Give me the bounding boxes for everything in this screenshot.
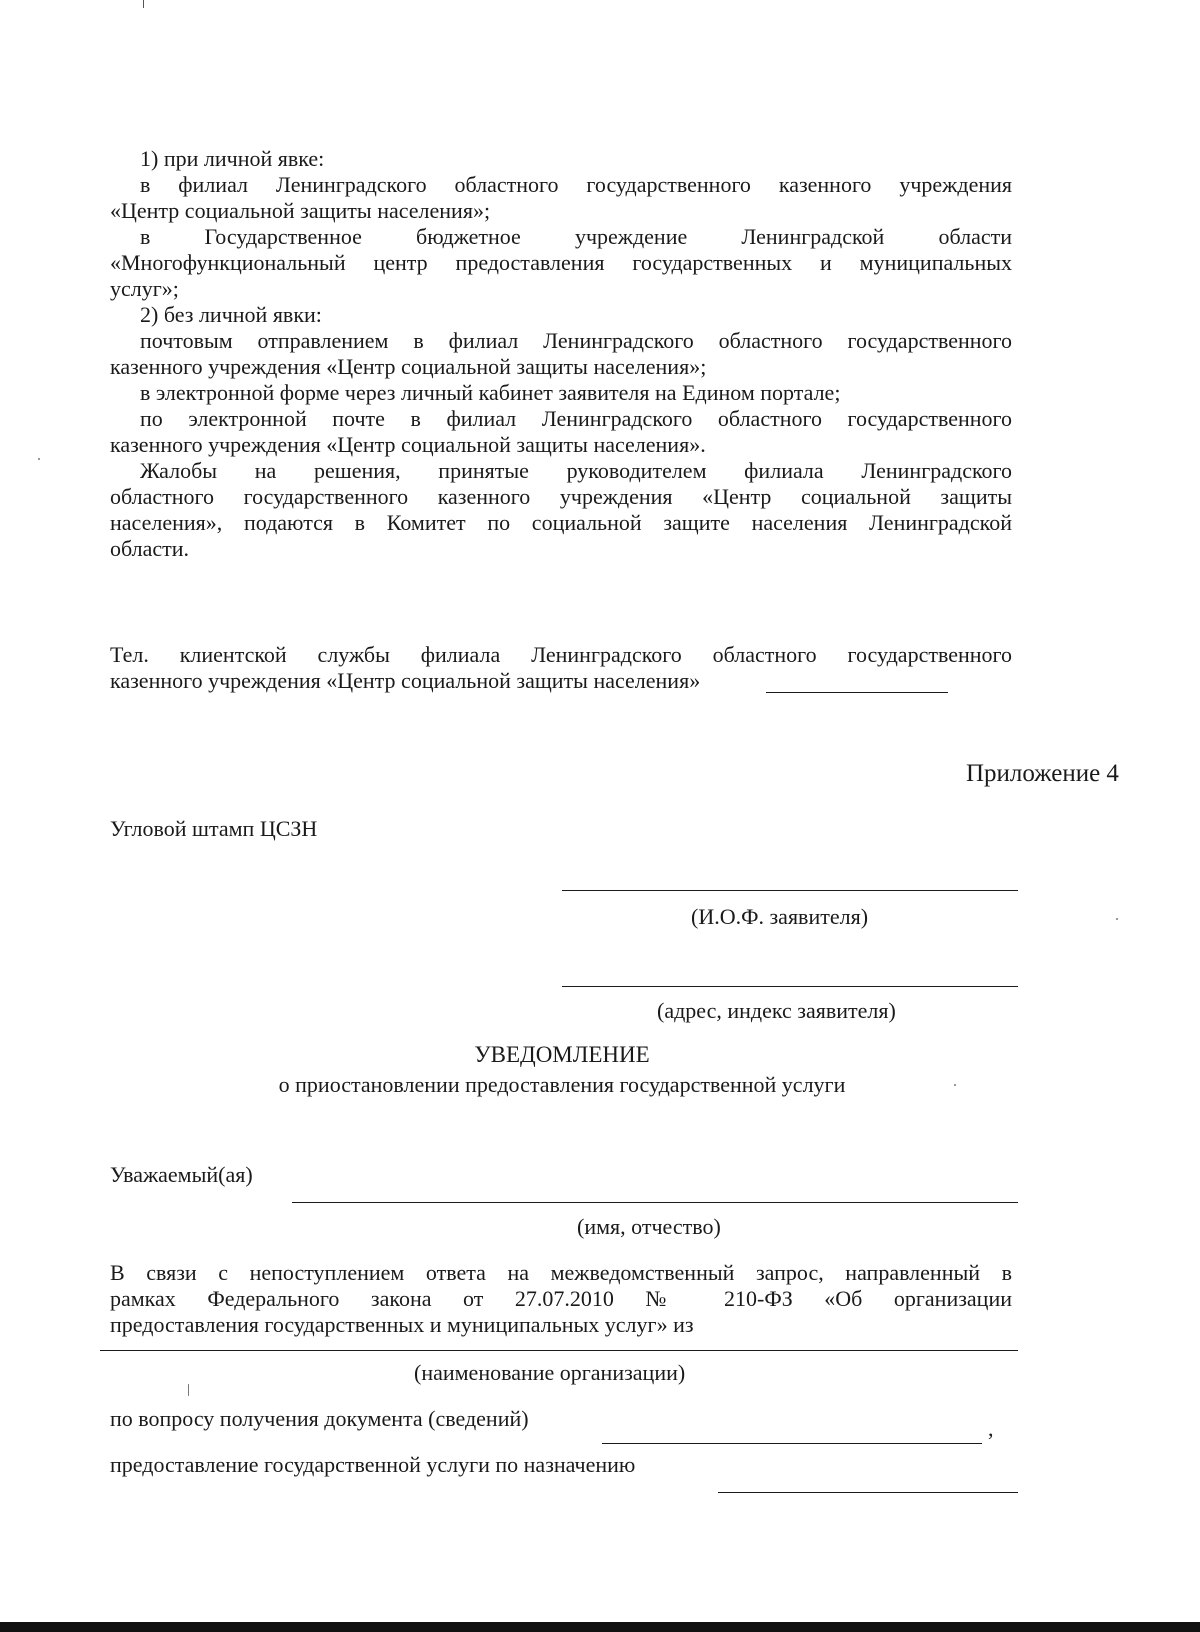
organization-field-line [100,1350,1018,1351]
service-provision-label: предоставление государственной услуги по назначению [110,1452,636,1477]
submission-methods-block [110,146,1012,562]
item1-header: 1) при личной явке: [140,146,325,171]
body-line3: предоставления государственных и муниципальных услуг» из [110,1312,694,1337]
applicant-address-caption: (адрес, индекс заявителя) [657,998,896,1023]
scan-speck [1116,918,1118,920]
body-line2: рамках Федерального закона от 27.07.2010 № 210-ФЗ «Об организации [110,1286,1012,1311]
item2-a-line2: казенного учреждения «Центр социальной защиты населения»; [110,354,707,379]
item2-b: в электронной форме через личный кабинет заявителя на Едином портале; [140,380,841,405]
organization-caption: (наименование организации) [414,1360,686,1385]
complaint-line3: населения», подаются в Комитет по социальной защите населения Ленинградской [110,510,1012,535]
document-question-field-line [602,1443,982,1444]
item1-b-line2: «Многофункциональный центр предоставления государственных и муниципальных [110,250,1012,275]
item1-b-line1: в Государственное бюджетное учреждение Ленинградской области [140,224,1012,249]
complaint-line2: областного государственного казенного учреждения «Центр социальной защиты [110,484,1012,509]
item2-header: 2) без личной явки: [140,302,322,327]
complaint-line1: Жалобы на решения, принятые руководителем филиала Ленинградского [140,458,1012,483]
notice-subtitle: о приостановлении предоставления государственной услуги [278,1072,846,1097]
salutation-label: Уважаемый(ая) [110,1162,253,1187]
scan-speck [38,458,40,460]
scan-artifact-tick [143,0,144,8]
comma-mark: , [988,1416,994,1441]
applicant-name-caption: (И.О.Ф. заявителя) [691,904,869,929]
item1-a-line2: «Центр социальной защиты населения»; [110,198,491,223]
name-field-line [292,1202,1018,1203]
scan-bottom-edge [0,1622,1200,1632]
item2-a-line1: почтовым отправлением в филиал Ленинградского областного государственного [140,328,1012,353]
phone-line2: казенного учреждения «Центр социальной защиты населения» [110,668,701,693]
corner-stamp-label: Угловой штамп ЦСЗН [110,816,318,841]
phone-block [110,642,1012,694]
document-question-label: по вопросу получения документа (сведений) [110,1406,529,1431]
scan-speck [954,1084,956,1086]
applicant-name-field-line [562,890,1018,891]
complaint-line4: области. [110,536,190,561]
scan-speck [188,1384,189,1396]
applicant-address-field-line [562,986,1018,987]
phone-number-field-line [766,692,948,693]
item1-b-line3: услуг»; [110,276,179,301]
item2-c-line2: казенного учреждения «Центр социальной защиты населения». [110,432,706,457]
phone-line1: Тел. клиентской службы филиала Ленинградского областного государственного [110,642,1012,667]
body-line1: В связи с непоступлением ответа на межведомственный запрос, направленный в [110,1260,1012,1285]
item1-a-line1: в филиал Ленинградского областного государственного казенного учреждения [140,172,1012,197]
name-caption: (имя, отчество) [577,1214,721,1239]
item2-c-line1: по электронной почте в филиал Ленинградского областного государственного [140,406,1012,431]
notice-title: УВЕДОМЛЕНИЕ [474,1042,650,1067]
notice-body-block [110,1260,1012,1338]
service-provision-field-line [718,1492,1018,1493]
appendix-label: Приложение 4 [966,760,1119,787]
